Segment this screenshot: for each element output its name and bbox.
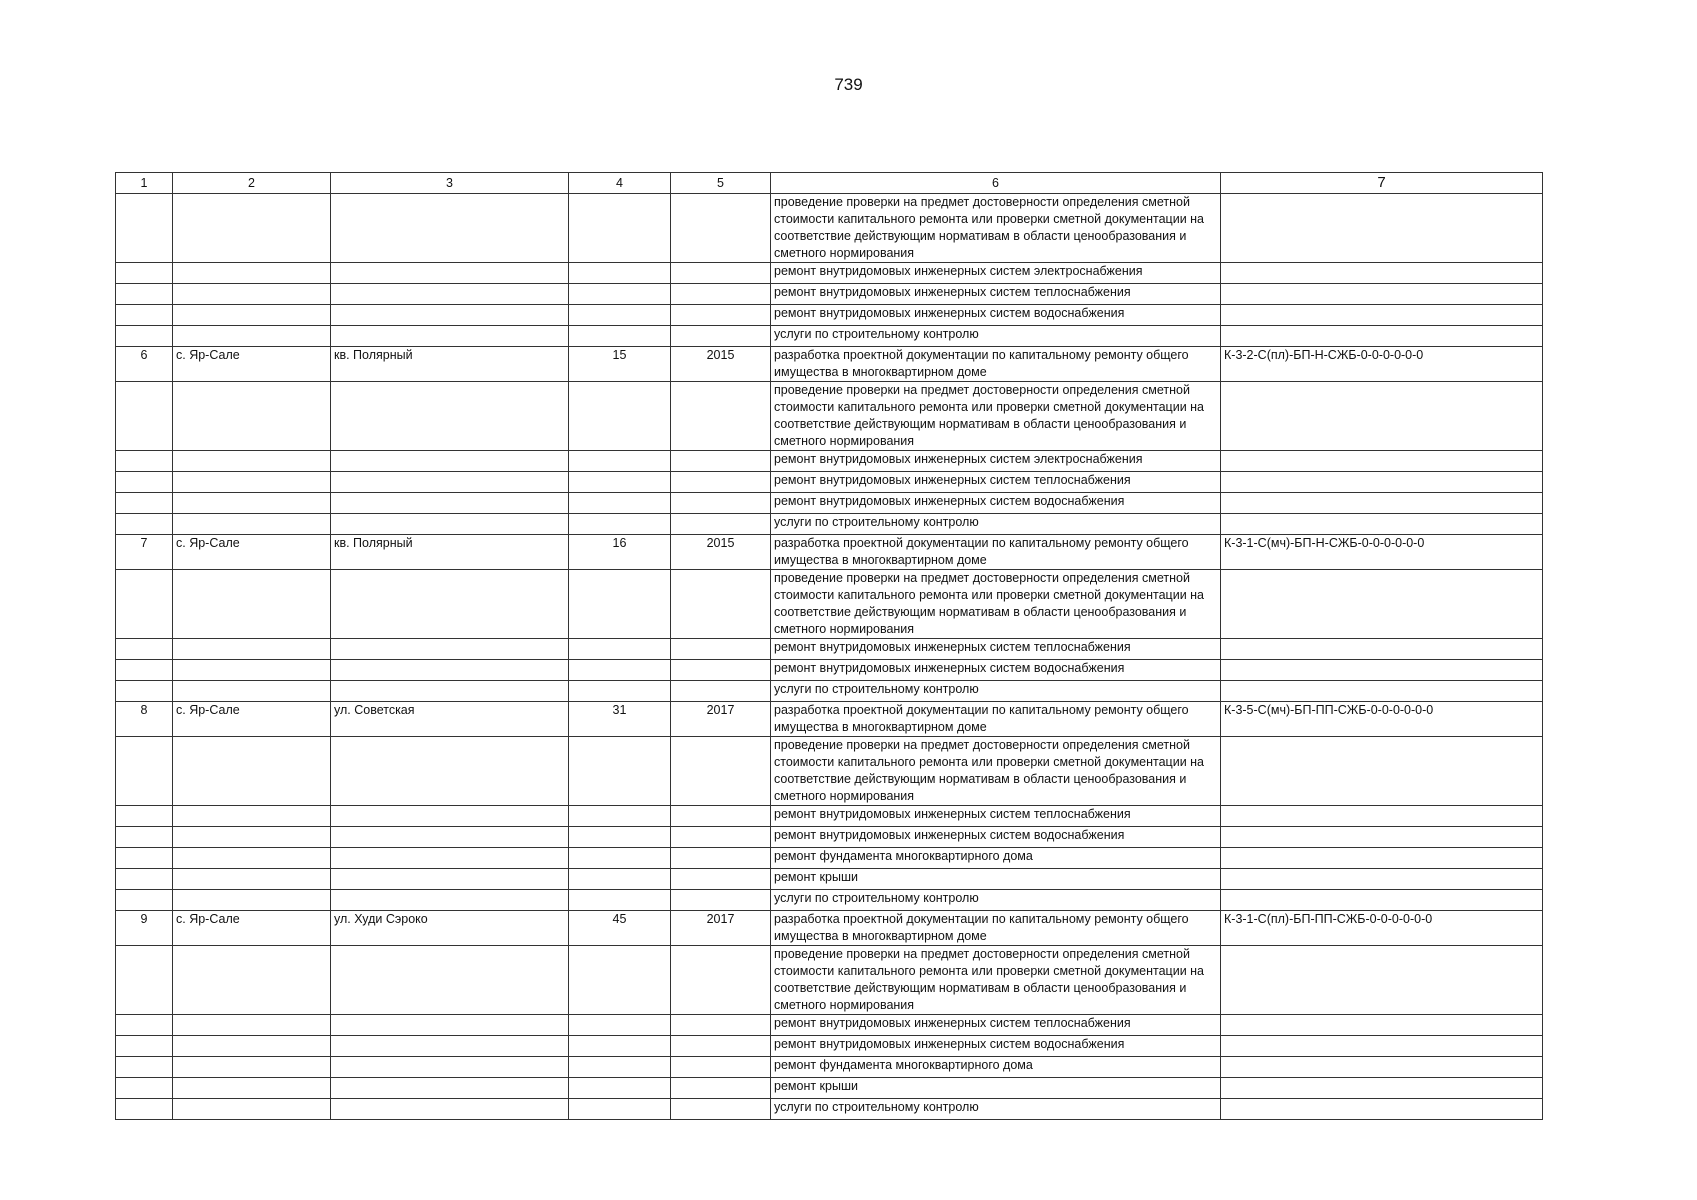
- work-type-cell: услуги по строительному контролю: [771, 681, 1221, 702]
- header-cell-6: 6: [771, 173, 1221, 194]
- year-cell: 2015: [671, 347, 771, 382]
- row-number-cell: [116, 890, 173, 911]
- year-cell: [671, 493, 771, 514]
- work-type-cell: ремонт внутридомовых инженерных систем теплоснабжения: [771, 472, 1221, 493]
- row-number-cell: [116, 1036, 173, 1057]
- work-type-cell: ремонт внутридомовых инженерных систем водоснабжения: [771, 493, 1221, 514]
- work-type-cell: услуги по строительному контролю: [771, 1099, 1221, 1120]
- row-number-cell: [116, 639, 173, 660]
- work-type-cell: ремонт крыши: [771, 1078, 1221, 1099]
- work-type-cell: разработка проектной документации по капитальному ремонту общего имущества в многоквартирном доме: [771, 347, 1221, 382]
- house-number-cell: [569, 382, 671, 451]
- row-number-cell: [116, 1015, 173, 1036]
- work-type-cell: проведение проверки на предмет достоверности определения сметной стоимости капитального ремонта или проверки сметной документации на соответствие действующим нормативам в области ценообразования и сметного нормирования: [771, 382, 1221, 451]
- table-row: [116, 347, 1543, 382]
- code-cell: [1221, 681, 1543, 702]
- code-cell: [1221, 493, 1543, 514]
- code-cell: [1221, 946, 1543, 1015]
- street-cell: [331, 1036, 569, 1057]
- code-cell: [1221, 326, 1543, 347]
- settlement-cell: с. Яр-Сале: [173, 911, 331, 946]
- header-cell-5: 5: [671, 173, 771, 194]
- settlement-cell: [173, 514, 331, 535]
- house-number-cell: [569, 1057, 671, 1078]
- street-cell: [331, 263, 569, 284]
- code-cell: [1221, 514, 1543, 535]
- house-number-cell: [569, 1036, 671, 1057]
- table-row: [116, 284, 1543, 305]
- settlement-cell: [173, 848, 331, 869]
- street-cell: [331, 284, 569, 305]
- work-type-cell: услуги по строительному контролю: [771, 514, 1221, 535]
- table-row: [116, 1057, 1543, 1078]
- table-row: [116, 702, 1543, 737]
- row-number-cell: [116, 284, 173, 305]
- settlement-cell: [173, 326, 331, 347]
- street-cell: [331, 1015, 569, 1036]
- year-cell: [671, 194, 771, 263]
- year-cell: [671, 570, 771, 639]
- code-cell: [1221, 890, 1543, 911]
- house-number-cell: [569, 1099, 671, 1120]
- row-number-cell: [116, 472, 173, 493]
- street-cell: [331, 1057, 569, 1078]
- row-number-cell: [116, 827, 173, 848]
- row-number-cell: [116, 514, 173, 535]
- settlement-cell: [173, 737, 331, 806]
- settlement-cell: [173, 472, 331, 493]
- house-number-cell: 45: [569, 911, 671, 946]
- table-row: [116, 827, 1543, 848]
- work-type-cell: ремонт внутридомовых инженерных систем электроснабжения: [771, 451, 1221, 472]
- year-cell: 2017: [671, 911, 771, 946]
- row-number-cell: 9: [116, 911, 173, 946]
- row-number-cell: 7: [116, 535, 173, 570]
- settlement-cell: [173, 1099, 331, 1120]
- settlement-cell: [173, 1078, 331, 1099]
- table-row: [116, 639, 1543, 660]
- code-cell: [1221, 806, 1543, 827]
- work-type-cell: разработка проектной документации по капитальному ремонту общего имущества в многоквартирном доме: [771, 911, 1221, 946]
- table-row: [116, 869, 1543, 890]
- street-cell: [331, 194, 569, 263]
- street-cell: [331, 570, 569, 639]
- table-row: [116, 535, 1543, 570]
- code-cell: [1221, 869, 1543, 890]
- settlement-cell: [173, 890, 331, 911]
- settlement-cell: [173, 194, 331, 263]
- settlement-cell: [173, 1036, 331, 1057]
- house-number-cell: [569, 660, 671, 681]
- settlement-cell: [173, 382, 331, 451]
- code-cell: К-3-2-С(пл)-БП-Н-СЖБ-0-0-0-0-0-0: [1221, 347, 1543, 382]
- street-cell: ул. Худи Сэроко: [331, 911, 569, 946]
- street-cell: [331, 848, 569, 869]
- row-number-cell: [116, 326, 173, 347]
- year-cell: [671, 660, 771, 681]
- work-type-cell: ремонт внутридомовых инженерных систем теплоснабжения: [771, 1015, 1221, 1036]
- code-cell: [1221, 1057, 1543, 1078]
- work-type-cell: ремонт внутридомовых инженерных систем электроснабжения: [771, 263, 1221, 284]
- table-row: [116, 1099, 1543, 1120]
- street-cell: [331, 451, 569, 472]
- street-cell: [331, 827, 569, 848]
- table-row: [116, 737, 1543, 806]
- house-number-cell: [569, 1078, 671, 1099]
- code-cell: [1221, 1015, 1543, 1036]
- row-number-cell: 6: [116, 347, 173, 382]
- header-cell-1: 1: [116, 173, 173, 194]
- house-number-cell: [569, 639, 671, 660]
- table-row: [116, 514, 1543, 535]
- table-row: [116, 472, 1543, 493]
- year-cell: [671, 1078, 771, 1099]
- work-type-cell: проведение проверки на предмет достоверности определения сметной стоимости капитального ремонта или проверки сметной документации на соответствие действующим нормативам в области ценообразования и сметного нормирования: [771, 737, 1221, 806]
- house-number-cell: [569, 890, 671, 911]
- house-number-cell: [569, 827, 671, 848]
- settlement-cell: [173, 263, 331, 284]
- year-cell: [671, 326, 771, 347]
- table-body: [116, 173, 1543, 1120]
- table-row: [116, 681, 1543, 702]
- house-number-cell: [569, 493, 671, 514]
- table-row: [116, 806, 1543, 827]
- settlement-cell: [173, 451, 331, 472]
- code-cell: [1221, 848, 1543, 869]
- settlement-cell: [173, 660, 331, 681]
- work-type-cell: ремонт внутридомовых инженерных систем теплоснабжения: [771, 284, 1221, 305]
- table-row: [116, 946, 1543, 1015]
- work-type-cell: ремонт внутридомовых инженерных систем водоснабжения: [771, 827, 1221, 848]
- repair-schedule-table: [115, 172, 1543, 1120]
- house-number-cell: [569, 806, 671, 827]
- settlement-cell: [173, 806, 331, 827]
- code-cell: К-3-1-С(пл)-БП-ПП-СЖБ-0-0-0-0-0-0: [1221, 911, 1543, 946]
- table-row: [116, 382, 1543, 451]
- table-row: [116, 1036, 1543, 1057]
- street-cell: [331, 890, 569, 911]
- settlement-cell: с. Яр-Сале: [173, 347, 331, 382]
- year-cell: [671, 639, 771, 660]
- house-number-cell: [569, 869, 671, 890]
- year-cell: [671, 263, 771, 284]
- row-number-cell: [116, 660, 173, 681]
- street-cell: [331, 1078, 569, 1099]
- work-type-cell: разработка проектной документации по капитальному ремонту общего имущества в многоквартирном доме: [771, 702, 1221, 737]
- code-cell: [1221, 737, 1543, 806]
- year-cell: [671, 869, 771, 890]
- work-type-cell: ремонт фундамента многоквартирного дома: [771, 848, 1221, 869]
- house-number-cell: 15: [569, 347, 671, 382]
- header-row: [116, 173, 1543, 194]
- settlement-cell: [173, 1015, 331, 1036]
- street-cell: [331, 472, 569, 493]
- table-row: [116, 326, 1543, 347]
- street-cell: [331, 305, 569, 326]
- row-number-cell: [116, 681, 173, 702]
- row-number-cell: [116, 848, 173, 869]
- house-number-cell: 16: [569, 535, 671, 570]
- code-cell: [1221, 827, 1543, 848]
- house-number-cell: [569, 1015, 671, 1036]
- row-number-cell: [116, 451, 173, 472]
- settlement-cell: [173, 681, 331, 702]
- row-number-cell: [116, 806, 173, 827]
- settlement-cell: [173, 946, 331, 1015]
- code-cell: К-3-5-С(мч)-БП-ПП-СЖБ-0-0-0-0-0-0: [1221, 702, 1543, 737]
- table-row: [116, 848, 1543, 869]
- table-row: [116, 570, 1543, 639]
- work-type-cell: проведение проверки на предмет достоверности определения сметной стоимости капитального ремонта или проверки сметной документации на соответствие действующим нормативам в области ценообразования и сметного нормирования: [771, 570, 1221, 639]
- row-number-cell: [116, 305, 173, 326]
- year-cell: [671, 1036, 771, 1057]
- house-number-cell: [569, 194, 671, 263]
- work-type-cell: разработка проектной документации по капитальному ремонту общего имущества в многоквартирном доме: [771, 535, 1221, 570]
- code-cell: [1221, 1078, 1543, 1099]
- work-type-cell: ремонт фундамента многоквартирного дома: [771, 1057, 1221, 1078]
- year-cell: [671, 806, 771, 827]
- house-number-cell: [569, 451, 671, 472]
- settlement-cell: [173, 305, 331, 326]
- row-number-cell: [116, 382, 173, 451]
- code-cell: [1221, 451, 1543, 472]
- row-number-cell: [116, 1099, 173, 1120]
- table-row: [116, 451, 1543, 472]
- year-cell: [671, 1015, 771, 1036]
- street-cell: [331, 806, 569, 827]
- street-cell: [331, 639, 569, 660]
- work-type-cell: ремонт внутридомовых инженерных систем теплоснабжения: [771, 639, 1221, 660]
- row-number-cell: [116, 1057, 173, 1078]
- year-cell: 2015: [671, 535, 771, 570]
- street-cell: [331, 869, 569, 890]
- year-cell: [671, 946, 771, 1015]
- house-number-cell: 31: [569, 702, 671, 737]
- year-cell: [671, 890, 771, 911]
- code-cell: [1221, 570, 1543, 639]
- code-cell: [1221, 1099, 1543, 1120]
- settlement-cell: [173, 827, 331, 848]
- year-cell: [671, 848, 771, 869]
- settlement-cell: [173, 639, 331, 660]
- work-type-cell: ремонт внутридомовых инженерных систем теплоснабжения: [771, 806, 1221, 827]
- table-row: [116, 493, 1543, 514]
- street-cell: [331, 326, 569, 347]
- row-number-cell: [116, 869, 173, 890]
- work-type-cell: ремонт внутридомовых инженерных систем водоснабжения: [771, 305, 1221, 326]
- header-cell-4: 4: [569, 173, 671, 194]
- year-cell: [671, 1099, 771, 1120]
- street-cell: [331, 737, 569, 806]
- code-cell: К-3-1-С(мч)-БП-Н-СЖБ-0-0-0-0-0-0: [1221, 535, 1543, 570]
- year-cell: [671, 451, 771, 472]
- work-type-cell: проведение проверки на предмет достоверности определения сметной стоимости капитального ремонта или проверки сметной документации на соответствие действующим нормативам в области ценообразования и сметного нормирования: [771, 946, 1221, 1015]
- table-row: [116, 911, 1543, 946]
- street-cell: [331, 514, 569, 535]
- page-number: 739: [834, 75, 863, 94]
- row-number-cell: [116, 194, 173, 263]
- header-cell-3: 3: [331, 173, 569, 194]
- settlement-cell: [173, 493, 331, 514]
- settlement-cell: с. Яр-Сале: [173, 535, 331, 570]
- code-cell: [1221, 660, 1543, 681]
- work-type-cell: услуги по строительному контролю: [771, 890, 1221, 911]
- year-cell: [671, 1057, 771, 1078]
- year-cell: [671, 472, 771, 493]
- house-number-cell: [569, 570, 671, 639]
- table-row: [116, 305, 1543, 326]
- street-cell: ул. Советская: [331, 702, 569, 737]
- house-number-cell: [569, 284, 671, 305]
- house-number-cell: [569, 848, 671, 869]
- year-cell: [671, 681, 771, 702]
- table-row: [116, 1015, 1543, 1036]
- house-number-cell: [569, 946, 671, 1015]
- street-cell: кв. Полярный: [331, 535, 569, 570]
- year-cell: [671, 305, 771, 326]
- code-cell: [1221, 472, 1543, 493]
- street-cell: [331, 382, 569, 451]
- year-cell: 2017: [671, 702, 771, 737]
- work-type-cell: услуги по строительному контролю: [771, 326, 1221, 347]
- row-number-cell: [116, 946, 173, 1015]
- table-row: [116, 1078, 1543, 1099]
- settlement-cell: [173, 284, 331, 305]
- settlement-cell: [173, 869, 331, 890]
- year-cell: [671, 737, 771, 806]
- table-row: [116, 263, 1543, 284]
- street-cell: [331, 660, 569, 681]
- code-cell: [1221, 1036, 1543, 1057]
- street-cell: [331, 681, 569, 702]
- row-number-cell: [116, 737, 173, 806]
- street-cell: [331, 946, 569, 1015]
- street-cell: [331, 1099, 569, 1120]
- settlement-cell: с. Яр-Сале: [173, 702, 331, 737]
- house-number-cell: [569, 681, 671, 702]
- house-number-cell: [569, 472, 671, 493]
- year-cell: [671, 284, 771, 305]
- code-cell: [1221, 305, 1543, 326]
- table-row: [116, 660, 1543, 681]
- house-number-cell: [569, 305, 671, 326]
- work-type-cell: ремонт внутридомовых инженерных систем водоснабжения: [771, 660, 1221, 681]
- work-type-cell: проведение проверки на предмет достоверности определения сметной стоимости капитального ремонта или проверки сметной документации на соответствие действующим нормативам в области ценообразования и сметного нормирования: [771, 194, 1221, 263]
- row-number-cell: [116, 1078, 173, 1099]
- table-row: [116, 890, 1543, 911]
- house-number-cell: [569, 263, 671, 284]
- code-cell: [1221, 194, 1543, 263]
- header-cell-2: 2: [173, 173, 331, 194]
- header-cell-7: 7: [1221, 173, 1543, 194]
- row-number-cell: [116, 263, 173, 284]
- row-number-cell: [116, 493, 173, 514]
- work-type-cell: ремонт внутридомовых инженерных систем водоснабжения: [771, 1036, 1221, 1057]
- house-number-cell: [569, 737, 671, 806]
- house-number-cell: [569, 514, 671, 535]
- row-number-cell: 8: [116, 702, 173, 737]
- street-cell: [331, 493, 569, 514]
- street-cell: кв. Полярный: [331, 347, 569, 382]
- code-cell: [1221, 284, 1543, 305]
- year-cell: [671, 827, 771, 848]
- year-cell: [671, 382, 771, 451]
- code-cell: [1221, 382, 1543, 451]
- code-cell: [1221, 639, 1543, 660]
- work-type-cell: ремонт крыши: [771, 869, 1221, 890]
- settlement-cell: [173, 570, 331, 639]
- house-number-cell: [569, 326, 671, 347]
- code-cell: [1221, 263, 1543, 284]
- row-number-cell: [116, 570, 173, 639]
- settlement-cell: [173, 1057, 331, 1078]
- year-cell: [671, 514, 771, 535]
- table-row: [116, 194, 1543, 263]
